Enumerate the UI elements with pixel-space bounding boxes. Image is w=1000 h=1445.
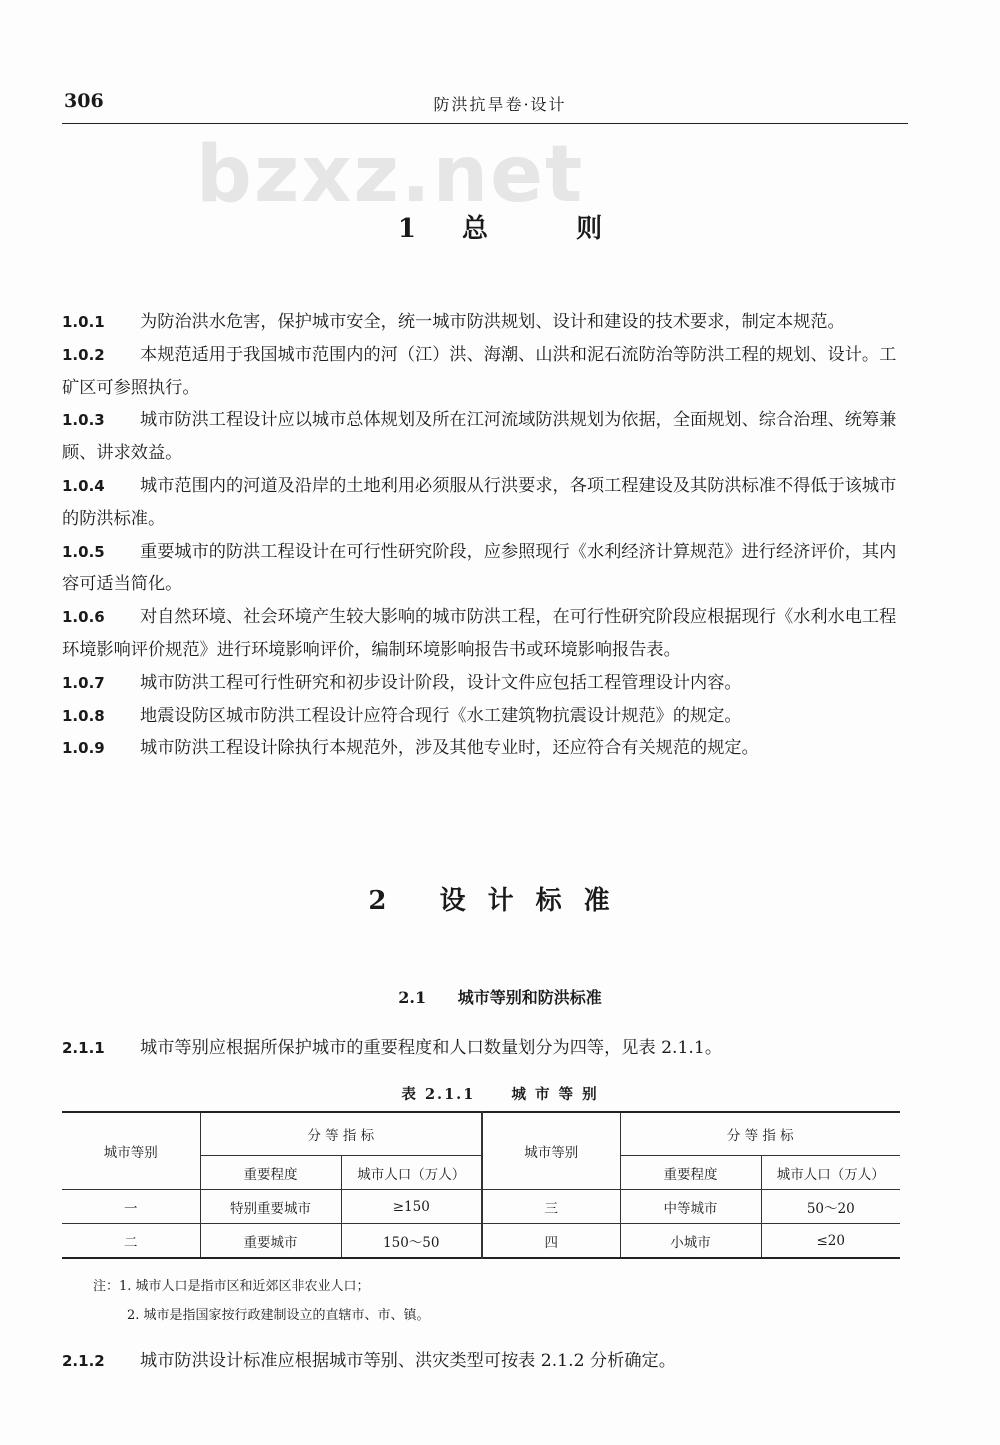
header-population: 城市人口（万人）	[341, 1156, 482, 1190]
clause-text: 地震设防区城市防洪工程设计应符合现行《水工建筑物抗震设计规范》的规定。	[140, 705, 742, 726]
header-importance: 重要程度	[200, 1156, 341, 1190]
cell-population-2: ≤20	[761, 1224, 900, 1259]
cell-importance-2: 中等城市	[620, 1190, 761, 1224]
cell-grade-2: 三	[482, 1190, 620, 1224]
clause-number: 2.1.2	[62, 1352, 105, 1370]
chapter-2-number: 2	[368, 886, 409, 916]
header-index: 分 等 指 标	[200, 1112, 482, 1156]
chapter-1-title-b: 则	[576, 214, 603, 244]
city-grade-table	[62, 1111, 900, 1259]
clauses-list	[62, 306, 910, 765]
note-1: 注：1. 城市人口是指市区和近郊区非农业人口；	[93, 1279, 370, 1294]
clause-text: 本规范适用于我国城市范围内的河（江）洪、海潮、山洪和泥石流防治等防洪工程的规划、设计。工矿区可参照执行。	[62, 344, 897, 398]
table-caption-title: 城 市 等 别	[511, 1086, 599, 1103]
clause-2-1-1	[62, 1033, 910, 1058]
table-caption-number: 表 2.1.1	[401, 1086, 476, 1103]
cell-importance: 特别重要城市	[200, 1190, 341, 1224]
chapter-1-number: 1	[397, 214, 416, 244]
clause-1-0-1	[62, 306, 910, 339]
cell-population: ≥150	[341, 1190, 482, 1224]
clause-number: 1.0.9	[62, 739, 105, 758]
page-number: 306	[64, 90, 104, 112]
chapter-1-heading	[0, 208, 1000, 245]
header-importance-2: 重要程度	[620, 1156, 761, 1190]
clause-text: 城市防洪工程设计应以城市总体规划及所在江河流域防洪规划为依据，全面规划、综合治理、统筹兼顾、讲求效益。	[62, 410, 897, 464]
clause-text: 为防治洪水危害，保护城市安全，统一城市防洪规划、设计和建设的技术要求，制定本规范。	[140, 312, 845, 332]
clause-text: 城市范围内的河道及沿岸的土地利用必须服从行洪要求，各项工程建设及其防洪标准不得低于该城市的防洪标准。	[62, 475, 897, 529]
header-index-2: 分 等 指 标	[620, 1112, 900, 1156]
clause-1-0-4	[62, 470, 910, 536]
chapter-2-title: 设计标准	[439, 886, 632, 916]
clause-number: 1.0.5	[62, 542, 105, 561]
cell-importance-2: 小城市	[620, 1224, 761, 1259]
clause-text: 城市等别应根据所保护城市的重要程度和人口数量划分为四等，见表 2.1.1。	[140, 1038, 723, 1058]
clause-text: 城市防洪工程可行性研究和初步设计阶段，设计文件应包括工程管理设计内容。	[140, 672, 742, 693]
watermark: bzxz.net	[196, 130, 585, 220]
clause-2-1-2	[62, 1346, 910, 1371]
clause-1-0-3	[62, 404, 910, 470]
cell-population-2: 50～20	[761, 1190, 900, 1224]
header-population-2: 城市人口（万人）	[761, 1156, 900, 1190]
table-row	[62, 1224, 900, 1259]
cell-grade-2: 四	[482, 1224, 620, 1259]
clause-text: 重要城市的防洪工程设计在可行性研究阶段，应参照现行《水利经济计算规范》进行经济评价，其内容可适当简化。	[62, 541, 897, 595]
table-caption	[0, 1083, 1000, 1104]
section-2-1-heading	[0, 985, 1000, 1008]
cell-grade: 一	[62, 1190, 200, 1224]
header-rule	[62, 123, 908, 124]
cell-grade: 二	[62, 1224, 200, 1259]
clause-number: 1.0.8	[62, 706, 105, 725]
clause-number: 1.0.6	[62, 608, 105, 627]
clause-text: 城市防洪工程设计除执行本规范外，涉及其他专业时，还应符合有关规范的规定。	[140, 738, 759, 759]
clause-number: 1.0.7	[62, 673, 105, 692]
note-2: 2. 城市是指国家按行政建制设立的直辖市、市、镇。	[127, 1308, 430, 1323]
table-row	[62, 1190, 900, 1224]
cell-importance: 重要城市	[200, 1224, 341, 1259]
clause-number: 1.0.4	[62, 476, 105, 495]
section-title: 城市等别和防洪标准	[457, 988, 602, 1007]
clause-text: 城市防洪设计标准应根据城市等别、洪灾类型可按表 2.1.2 分析确定。	[140, 1351, 676, 1371]
header-grade-2: 城市等别	[482, 1112, 620, 1190]
clause-1-0-8	[62, 700, 910, 733]
clause-1-0-2	[62, 339, 910, 405]
table-header-row	[62, 1112, 900, 1156]
cell-population: 150～50	[341, 1224, 482, 1259]
chapter-1-title-a: 总	[462, 214, 489, 244]
clause-number: 1.0.3	[62, 411, 105, 430]
clause-text: 对自然环境、社会环境产生较大影响的城市防洪工程，在可行性研究阶段应根据现行《水利水电工程环境影响评价规范》进行环境影响评价，编制环境影响报告书或环境影响报告表。	[62, 607, 897, 660]
clause-number: 2.1.1	[62, 1039, 105, 1057]
clause-number: 1.0.1	[62, 313, 105, 331]
running-title: 防洪抗旱卷·设计	[433, 95, 567, 114]
table-notes	[93, 1272, 430, 1330]
clause-1-0-7	[62, 667, 910, 700]
clause-1-0-5	[62, 536, 910, 602]
section-number: 2.1	[398, 988, 427, 1007]
clause-number: 1.0.2	[62, 345, 105, 364]
chapter-2-heading	[0, 880, 1000, 917]
clause-1-0-6	[62, 601, 910, 667]
clause-1-0-9	[62, 732, 910, 765]
header-grade: 城市等别	[62, 1112, 200, 1190]
